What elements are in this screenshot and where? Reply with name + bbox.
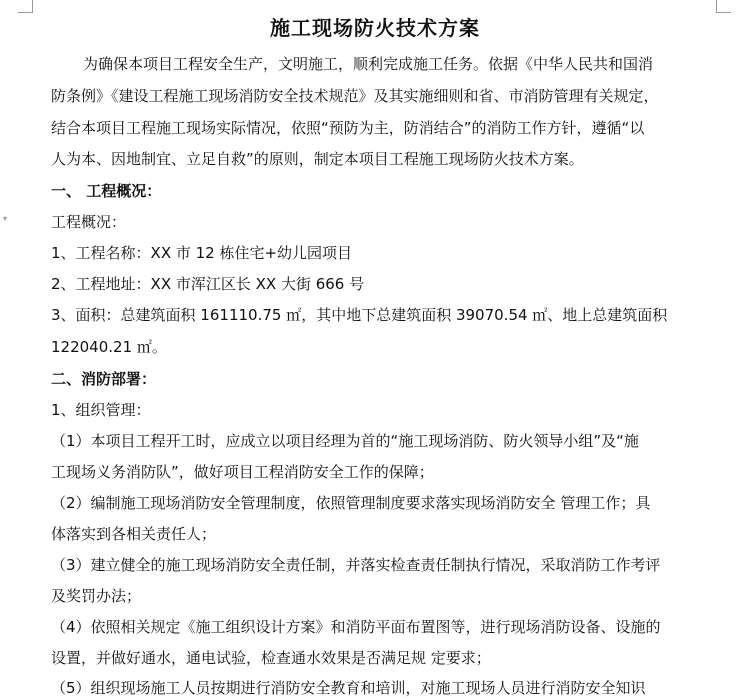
paragraph-line: 设置，并做好通水，通电试验，检查通水效果是否满足规 定要求； [51, 649, 491, 667]
section-heading: 一、 工程概况： [51, 182, 162, 200]
paragraph-line: 及奖罚办法； [51, 587, 142, 605]
paragraph-line: 体落实到各相关责任人； [51, 525, 217, 543]
paragraph-line: 3、面积：总建筑面积 161110.75 ㎡，其中地下总建筑面积 39070.54 ㎡、地上总建筑面积 [51, 306, 668, 324]
paragraph-line: （3）建立健全的施工现场消防安全责任制，并落实检查责任制执行情况，采取消防工作考评 [51, 556, 661, 574]
paragraph-line: 1、组织管理： [51, 401, 151, 419]
paragraph-line: （1）本项目工程开工时，应成立以项目经理为首的“施工现场消防、防火领导小组”及“施 [51, 432, 639, 450]
page-corner-mark-right [716, 0, 731, 13]
document-title: 施工现场防火技术方案 [270, 16, 480, 40]
paragraph-line: 为确保本项目工程安全生产，文明施工，顺利完成施工任务。依据《中华人民共和国消 [83, 55, 654, 73]
paragraph-line: （4）依照相关规定《施工组织设计方案》和消防平面布置图等，进行现场消防设备、设施的 [51, 618, 661, 636]
margin-arrow-icon: ▾ [3, 214, 8, 223]
page-corner-mark-left [18, 0, 33, 13]
paragraph-line: 人为本、因地制宜、立足自救”的原则，制定本项目工程施工现场防火技术方案。 [51, 150, 584, 168]
paragraph-line: 工程概况： [51, 213, 127, 231]
paragraph-line: 结合本项目工程施工现场实际情况，依照“预防为主，防消结合”的消防工作方针，遵循“以 [51, 119, 645, 137]
paragraph-line: 防条例》《建设工程施工现场消防安全技术规范》及其实施细则和省、市消防管理有关规定， [51, 87, 659, 105]
paragraph-line: （2）编制施工现场消防安全管理制度，依照管理制度要求落实现场消防安全 管理工作；具 [51, 494, 651, 512]
paragraph-line: 工现场义务消防队”，做好项目工程消防安全工作的保障； [51, 463, 434, 481]
section-heading: 二、消防部署： [51, 370, 157, 388]
paragraph-line: （5）组织现场施工人员按期进行消防安全教育和培训，对施工现场人员进行消防安全知识 [51, 679, 646, 697]
paragraph-line: 1、工程名称：XX 市 12 栋住宅+幼儿园项目 [51, 244, 353, 262]
paragraph-line: 122040.21 ㎡。 [51, 338, 167, 356]
paragraph-line: 2、工程地址：XX 市浑江区长 XX 大街 666 号 [51, 275, 365, 293]
